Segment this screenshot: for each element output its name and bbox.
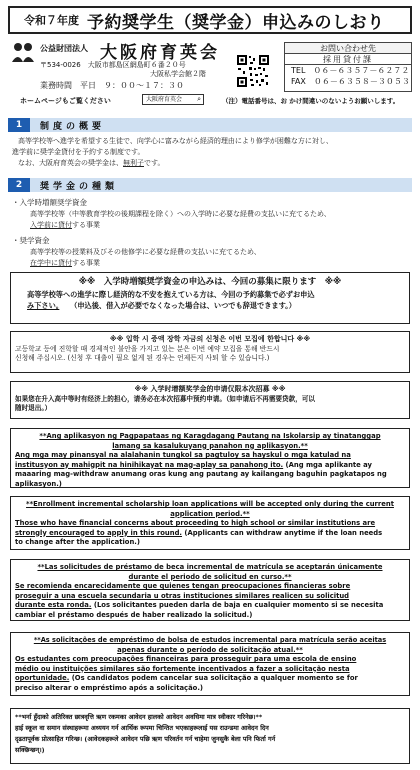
notice-body: सक्छिन्छन्।) — [15, 746, 45, 754]
notice-body: cambiar el préstamo después de haber realizado la solicitud.) — [15, 610, 253, 619]
notice-heading: durante el periodo de solicitud en curso.** — [128, 572, 292, 581]
notice-body: 신청해 주십시오. (신청 후 대출이 필요 없게 된 경우는 언제든지 사퇴 할 수 있습니다.) — [15, 354, 270, 362]
contact-section: 採用貸付課 — [285, 54, 411, 65]
section-number: 2 — [8, 178, 30, 192]
notice-spanish — [10, 559, 410, 621]
title-banner — [8, 6, 412, 34]
contact-tel: TEL ０６－６３５７－６２７２ — [291, 66, 410, 75]
notice-heading: **भर्ना हुँदाको अतिरिक्त छात्रवृत्ति ऋण रकमका आवेदन हालको आवेदन अवधिमा मात्र स्वीकार गरिनेछ।** — [15, 713, 263, 721]
notice-heading: ※※ 入学时增额奖学金的申请仅限本次招募 ※※ — [134, 385, 286, 393]
notice-body: maaaring mag-withdraw anumang oras kung ang pautang ay kailangang baguhin pagkatapos ng — [15, 470, 387, 478]
contact-box — [284, 42, 412, 92]
search-icon[interactable]: ⌕ — [197, 95, 201, 103]
org-name: 大阪府育英会 — [100, 43, 220, 63]
phone-note: （注）電話番号は、お かけ間違いのないようお願いします。 — [222, 97, 400, 105]
overview-line: 進学前に奨学金貸付を予約する制度です。 — [12, 148, 145, 156]
notice-heading: **Ang aplikasyon ng Pagpapataas ng Karagdagang Pautang na Iskolarsip ay tinatanggap — [39, 432, 381, 440]
section-number: 1 — [8, 118, 30, 132]
notice-body: institusyon ay mahigpit na hinihikayat na mag-aplay sa panahong ito. (Ang mga aplikante ay — [15, 460, 372, 469]
type-description: 高等学校等の授業料及びその他修学に必要な経費の支払いに充てるため、 — [30, 248, 261, 256]
notice-heading: lamang sa kasalukuyang panahon ng aplikasyon.** — [112, 441, 308, 450]
fiscal-year: 令和７年度 — [24, 14, 79, 27]
notice-body: preciso alterar o empréstimo após a solicitação.) — [15, 683, 204, 692]
contact-fax: FAX ０６－６３５８－３０５３ — [291, 77, 410, 86]
type-description: 在学中に貸付する事業 — [30, 259, 100, 267]
notice-body: durante esta ronda. (Los solicitantes pueden darla de baja en cualquier momento si se necesita — [15, 601, 384, 609]
notice-body: Os estudantes com preocupações financeiras para prosseguir para uma escola de ensino — [15, 655, 357, 663]
section-title: 制度の概要 — [40, 121, 106, 132]
org-type: 公益財団法人 — [40, 44, 88, 53]
homepage-label: ホームページもご覧ください — [20, 97, 111, 105]
notice-body: strongly encouraged to apply in this round. (Applicants can withdraw anytime if the loan needs — [15, 528, 383, 537]
notice-korean — [10, 331, 410, 373]
notice-body: Ang mga may pinansyal na alalahanin tungkol sa pagtuloy sa hayskul o mga katulad na — [15, 451, 351, 459]
section-title: 奨学金の種類 — [40, 181, 119, 192]
section-header-types — [8, 178, 412, 192]
notice-body: 高等学校等への進学に際し経済的な不安を抱えている方は、今回の予約募集で必ずお申込 — [27, 290, 315, 299]
notice-portuguese — [10, 632, 410, 696]
overview-line: なお、大阪府育英会の奨学金は、無利子です。 — [18, 159, 165, 167]
address-line-2: 大阪私学会館２階 — [150, 70, 206, 78]
notice-body: हाई स्कूल वा समान संस्थाहरूमा अध्ययन गर्न आर्थिक रूपमा चिन्तित भएकाहरूलाई यस राउन्डमा आवेदन दिन — [15, 724, 269, 732]
notice-body: aplikasyon.) — [15, 479, 62, 488]
page-title: 予約奨学生（奨学金）申込みのしおり — [87, 12, 385, 33]
notice-heading: **As solicitações de empréstimo de bolsa de estudos incremental para matrícula serão aceitas — [33, 636, 387, 644]
contact-title: お問い合わせ先 — [285, 43, 411, 54]
type-heading: ・入学時増額奨学資金 — [12, 198, 87, 207]
org-address — [40, 61, 206, 79]
notice-body: Se recomienda encarecidamente que quienes tengan preocupaciones financieras sobre — [15, 582, 351, 590]
type-description: 入学前に貸付する事業 — [30, 221, 100, 229]
notice-body: Those who have financial concerns about proceeding to high school or similar institutions are — [15, 519, 376, 527]
notice-heading: **Enrollment incremental scholarship loan applications will be accepted only during the current — [26, 500, 394, 508]
notice-tagalog — [10, 428, 410, 488]
notice-body: 고등학교 등에 진학할 때 경제적인 불안을 가지고 있는 분은 이번 예약 모집을 통해 반드시 — [15, 344, 280, 353]
notice-nepali — [10, 708, 410, 764]
notice-body: oportunidade. (Os candidatos podem cancelar sua solicitação a qualquer momento se for — [15, 674, 358, 682]
overview-line: 高等学校等へ進学を希望する生徒で、向学心に富みながら経済的理由により修学が困難な方に対し、 — [18, 137, 333, 145]
notice-heading: **Las solicitudes de préstamo de beca incremental de matrícula se aceptarán únicamente — [37, 563, 383, 571]
type-description: 高等学校等（中等教育学校の後期課程を除く）への入学時に必要な経費の支払いに充てるため、 — [30, 210, 331, 218]
notice-body: to change after the application.) — [15, 538, 140, 546]
org-logo-icon — [10, 40, 36, 64]
notice-heading: ※※ 입학 시 증액 장학 자금의 신청은 이번 모집에 한합니다 ※※ — [109, 335, 311, 343]
section-header-overview — [8, 118, 412, 132]
notice-body: médio ou instituições similares são fortemente incentivados a fazer a solicitação nesta — [15, 664, 350, 673]
interest-free-note: 無利子 — [123, 159, 144, 167]
notice-body: み下さい。 （申込後、借入が必要でなくなった場合は、いつでも辞退できます。） — [27, 301, 296, 310]
notice-heading: apenas durante o período de solicitação atual.** — [117, 645, 303, 654]
type-heading: ・奨学資金 — [12, 236, 50, 245]
notice-body: 随时退出。） — [15, 404, 52, 412]
notice-heading: ※※ 入学時増額奨学資金の申込みは、今回の募集に限ります ※※ — [78, 277, 342, 287]
notice-heading: application period.** — [170, 509, 250, 518]
org-header — [8, 38, 412, 108]
notice-body: दृढतापूर्वक प्रोत्साहित गरिन्छ। (आवेदकहरूले आवेदन पछि ऋण परिवर्तन गर्न चाहेमा जुनसुकै बेला पनि फिर्ता गर्न — [15, 735, 276, 743]
notice-chinese — [10, 381, 410, 419]
notice-japanese — [10, 272, 410, 324]
search-value: 大阪府育英会 — [146, 96, 183, 103]
business-hours: 業務時間 平日 ９：００～１７：３０ — [40, 81, 184, 90]
address-line-1: 〒534-0026 大阪市都島区網島町６番２０号 — [40, 61, 186, 69]
notice-english — [10, 496, 410, 550]
notice-body: 如果您在升入高中等时有经济上的担心，请务必在本次招募中预约申请。（如申请后不再需要贷款，可以 — [15, 394, 316, 403]
search-box[interactable] — [142, 94, 204, 105]
notice-body: proseguir a una escuela secundaria u otras instituciones similares realicen su solicitud — [15, 591, 350, 600]
qr-code-icon[interactable] — [236, 54, 270, 88]
